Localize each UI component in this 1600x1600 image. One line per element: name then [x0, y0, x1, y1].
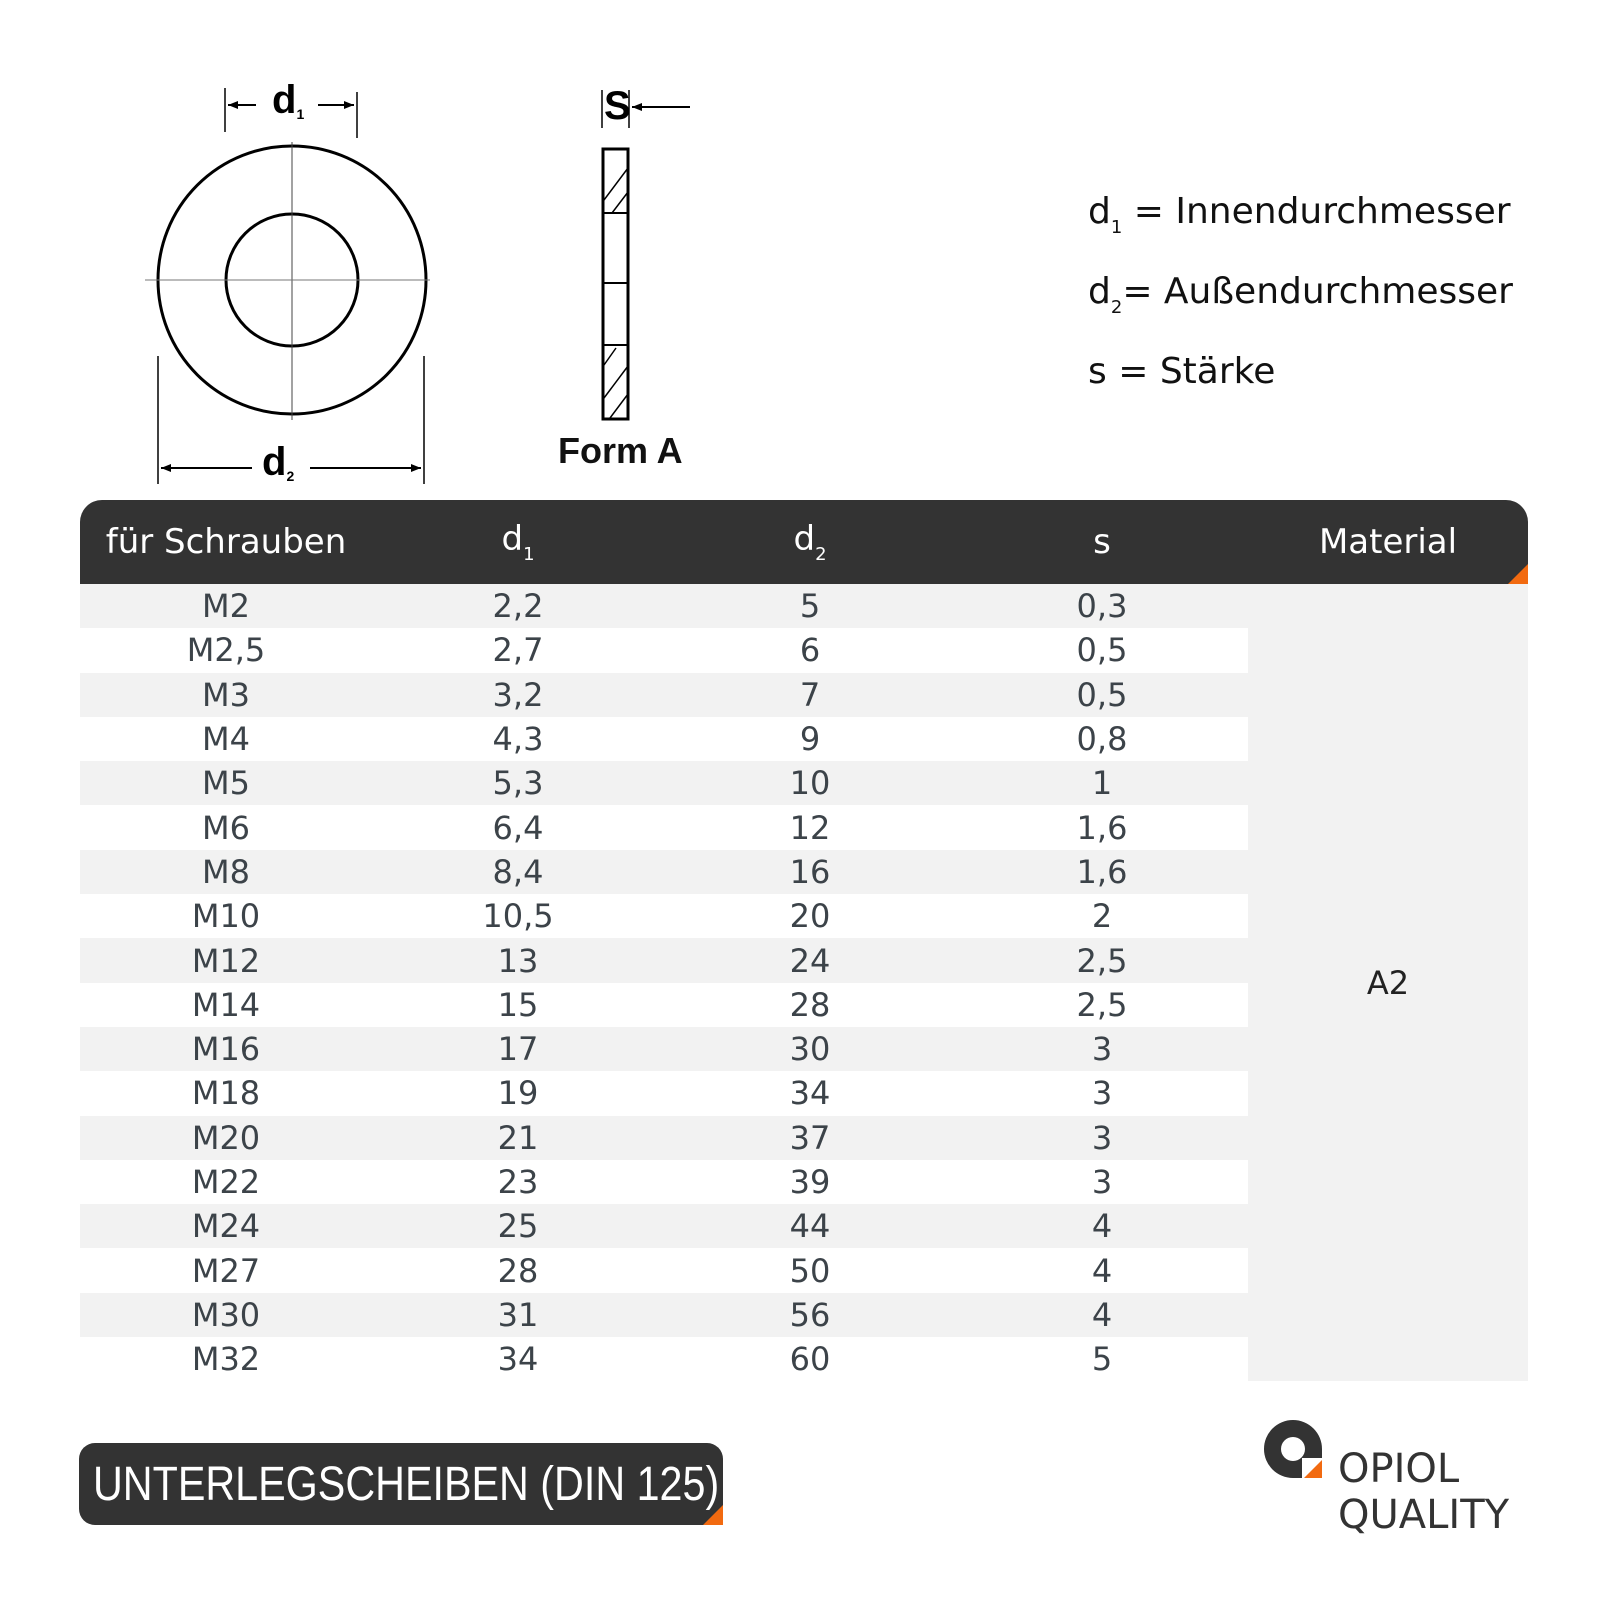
cell-s: 1,6 [1076, 852, 1128, 891]
cell-d2: 16 [789, 852, 831, 891]
cell-d1: 15 [497, 985, 539, 1024]
brand-name: OPIOL QUALITY [1338, 1446, 1510, 1538]
cell-d1: 17 [497, 1030, 539, 1069]
header-d2: $d_2$ [793, 519, 827, 565]
cell-screw: M2 [202, 587, 250, 626]
legend-item-d1: $d_1$ = Innendurchmesser [1088, 191, 1511, 238]
cell-d1: 10,5 [482, 897, 554, 936]
row-cells [80, 673, 1248, 717]
cell-d2: 28 [789, 985, 831, 1024]
cell-d1: 28 [497, 1251, 539, 1290]
cell-d2: 5 [799, 587, 821, 626]
legend-item-d2: $d_2=$ Außendurchmesser [1088, 271, 1513, 318]
cell-d2: 39 [789, 1163, 831, 1201]
cell-s: 1,6 [1076, 808, 1128, 847]
cell-screw: M18 [191, 1074, 261, 1113]
cell-d1: 25 [497, 1207, 539, 1246]
row-cells [80, 938, 1248, 982]
material-cell: A2 [1248, 584, 1528, 1381]
cell-d1: 23 [497, 1163, 539, 1201]
header-s: s [1093, 522, 1111, 562]
cell-d1: 34 [497, 1340, 539, 1379]
d1-dimension-label: $d_1$ [272, 78, 305, 122]
accent-corner [1508, 564, 1528, 584]
cell-d2: 44 [789, 1207, 831, 1246]
cell-d2: 12 [789, 808, 831, 847]
cell-s: 5 [1091, 1340, 1113, 1379]
row-cells [80, 850, 1248, 894]
form-a-label: Form A [558, 430, 683, 471]
cell-d2: 9 [799, 720, 821, 759]
row-cells [80, 1116, 1248, 1160]
cell-d1: 6,4 [492, 808, 544, 847]
cell-s: 3 [1091, 1163, 1113, 1201]
cell-d1: 19 [497, 1074, 539, 1113]
s-dimension-label: S [604, 84, 631, 128]
cell-screw: M2,5 [186, 631, 266, 670]
cell-s: 1 [1091, 764, 1113, 803]
cell-s: 4 [1091, 1207, 1113, 1246]
cell-d2: 10 [789, 764, 831, 803]
cell-screw: M16 [191, 1030, 261, 1069]
cell-d2: 37 [789, 1118, 831, 1157]
legend [1088, 180, 1513, 404]
row-cells [80, 1248, 1248, 1292]
cell-screw: M20 [191, 1118, 261, 1157]
header-d1: $d_1$ [501, 519, 535, 565]
cell-screw: M22 [191, 1163, 261, 1201]
cell-s: 2,5 [1076, 941, 1128, 980]
table-body [80, 584, 1528, 1381]
cell-s: 3 [1091, 1074, 1113, 1113]
row-cells [80, 761, 1248, 805]
cell-screw: M8 [202, 852, 250, 891]
cell-d1: 13 [497, 941, 539, 980]
row-cells [80, 983, 1248, 1027]
cell-d1: 4,3 [492, 720, 544, 759]
row-cells [80, 1204, 1248, 1248]
cell-screw: M4 [202, 720, 250, 759]
cell-s: 0,8 [1076, 720, 1128, 759]
table-header [80, 500, 1528, 584]
cell-screw: M12 [191, 941, 261, 980]
cell-s: 0,5 [1076, 675, 1128, 714]
row-cells [80, 1160, 1248, 1204]
cell-d1: 31 [497, 1295, 539, 1334]
cell-d1: 3,2 [492, 675, 544, 714]
row-cells [80, 1027, 1248, 1071]
cell-s: 2 [1091, 897, 1113, 936]
cell-d1: 5,3 [492, 764, 544, 803]
cell-screw: M27 [191, 1251, 261, 1290]
cell-d1: 21 [497, 1118, 539, 1157]
cell-d2: 56 [789, 1295, 831, 1334]
cell-d2: 60 [789, 1340, 831, 1379]
cell-s: 0,3 [1076, 587, 1128, 626]
header-material: Material [1318, 522, 1458, 562]
cell-d1: 8,4 [492, 852, 544, 891]
row-cells [80, 1337, 1248, 1381]
cell-screw: M6 [202, 808, 250, 847]
cell-s: 0,5 [1076, 631, 1128, 670]
legend-item-s: s = Stärke [1088, 351, 1276, 392]
cell-d2: 24 [789, 941, 831, 980]
cell-s: 4 [1091, 1295, 1113, 1334]
dimension-table [80, 500, 1528, 1381]
cell-s: 4 [1091, 1251, 1113, 1290]
cell-screw: M24 [191, 1207, 261, 1246]
cell-screw: M3 [202, 675, 250, 714]
cell-screw: M14 [191, 985, 261, 1024]
cell-d2: 6 [799, 631, 821, 670]
cell-d2: 30 [789, 1030, 831, 1069]
d2-dimension-label: $d_2$ [262, 440, 295, 484]
cell-screw: M32 [191, 1340, 261, 1379]
accent-corner [703, 1505, 723, 1525]
cell-s: 3 [1091, 1030, 1113, 1069]
row-cells [80, 584, 1248, 628]
cell-d1: 2,7 [492, 631, 544, 670]
cell-d2: 34 [789, 1074, 831, 1113]
cell-d1: 2,2 [492, 587, 544, 626]
product-title-text: UNTERLEGSCHEIBEN (DIN 125) [93, 1457, 720, 1511]
row-cells [80, 805, 1248, 849]
cell-screw: M5 [202, 764, 250, 803]
row-cells [80, 1293, 1248, 1337]
cell-d2: 7 [799, 675, 821, 714]
row-cells [80, 894, 1248, 938]
product-title [79, 1443, 723, 1525]
cell-d2: 20 [789, 897, 831, 936]
cell-s: 2,5 [1076, 985, 1128, 1024]
opiol-logo-icon [1262, 1418, 1324, 1480]
row-cells [80, 628, 1248, 672]
row-cells [80, 1071, 1248, 1115]
row-cells [80, 717, 1248, 761]
cell-d2: 50 [789, 1251, 831, 1290]
cell-s: 3 [1091, 1118, 1113, 1157]
cell-screw: M10 [191, 897, 261, 936]
washer-drawing [0, 0, 720, 490]
header-screws: für Schrauben [105, 522, 347, 562]
cell-screw: M30 [191, 1295, 261, 1334]
